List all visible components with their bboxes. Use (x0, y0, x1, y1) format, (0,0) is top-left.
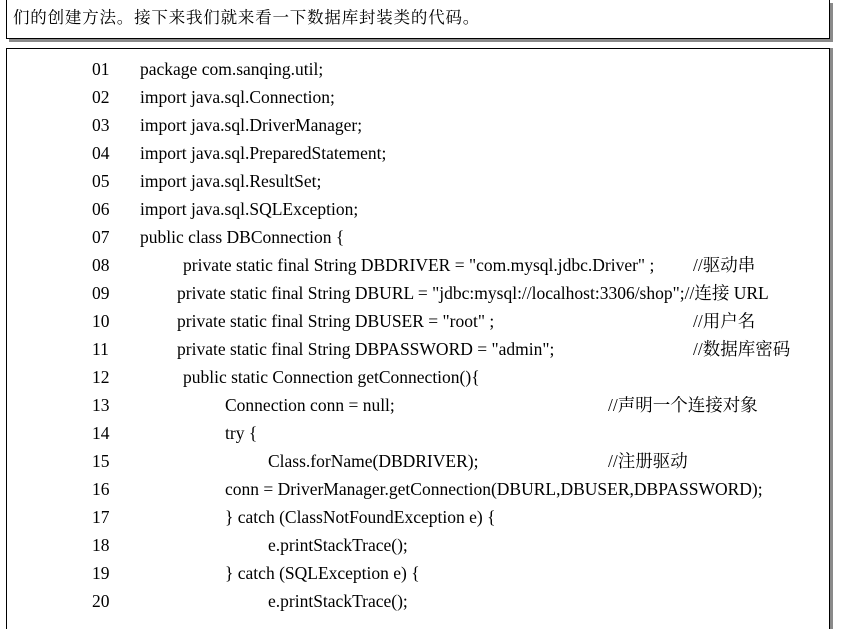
code-line (7, 391, 829, 419)
code-line (7, 307, 829, 335)
code-line (7, 195, 829, 223)
line-code: public static Connection getConnection(){ (183, 367, 480, 387)
line-code: e.printStackTrace(); (268, 535, 408, 555)
line-comment: //数据库密码 (693, 339, 791, 359)
line-number: 15 (92, 451, 110, 471)
code-line (7, 167, 829, 195)
line-code: import java.sql.Connection; (140, 87, 335, 107)
line-code: public class DBConnection { (140, 227, 345, 247)
line-comment: //注册驱动 (608, 451, 688, 471)
line-code: conn = DriverManager.getConnection(DBURL,DBUSER,DBPASSWORD); (225, 479, 763, 499)
line-number: 05 (92, 171, 110, 191)
code-line (7, 587, 829, 615)
line-code: try { (225, 423, 258, 443)
line-code: import java.sql.SQLException; (140, 199, 359, 219)
line-code: private static final String DBUSER = "root" ; (177, 311, 495, 331)
line-number: 13 (92, 395, 110, 415)
code-line (7, 111, 829, 139)
line-code: private static final String DBURL = "jdbc:mysql://localhost:3306/shop";//连接 URL (177, 283, 769, 303)
intro-panel (6, 0, 830, 39)
line-number: 06 (92, 199, 110, 219)
line-comment: //用户名 (693, 311, 756, 331)
line-number: 16 (92, 479, 110, 499)
code-line (7, 559, 829, 587)
line-code: e.printStackTrace(); (268, 591, 408, 611)
line-number: 01 (92, 59, 110, 79)
line-number: 08 (92, 255, 110, 275)
line-number: 14 (92, 423, 110, 443)
line-comment: //声明一个连接对象 (608, 395, 758, 415)
line-code: package com.sanqing.util; (140, 59, 324, 79)
code-line (7, 335, 829, 363)
line-code: private static final String DBPASSWORD = "admin"; (177, 339, 555, 359)
line-code: } catch (ClassNotFoundException e) { (225, 507, 496, 527)
line-number: 20 (92, 591, 110, 611)
code-line (7, 475, 829, 503)
line-code: Connection conn = null; (225, 395, 395, 415)
line-number: 12 (92, 367, 110, 387)
line-code: import java.sql.ResultSet; (140, 171, 322, 191)
line-code: Class.forName(DBDRIVER); (268, 451, 479, 471)
line-number: 10 (92, 311, 110, 331)
line-number: 03 (92, 115, 110, 135)
code-line (7, 531, 829, 559)
code-line (7, 279, 829, 307)
line-number: 17 (92, 507, 110, 527)
code-line (7, 251, 829, 279)
line-number: 19 (92, 563, 110, 583)
code-line (7, 139, 829, 167)
code-line (7, 83, 829, 111)
line-number: 02 (92, 87, 110, 107)
line-code: } catch (SQLException e) { (225, 563, 420, 583)
line-code: import java.sql.PreparedStatement; (140, 143, 387, 163)
code-line (7, 55, 829, 83)
code-listing (6, 48, 830, 629)
line-number: 07 (92, 227, 110, 247)
code-line (7, 223, 829, 251)
line-code: import java.sql.DriverManager; (140, 115, 363, 135)
code-line (7, 363, 829, 391)
line-comment: //驱动串 (693, 255, 756, 275)
line-number: 04 (92, 143, 110, 163)
code-line (7, 447, 829, 475)
line-number: 11 (92, 339, 109, 359)
line-number: 18 (92, 535, 110, 555)
line-number: 09 (92, 283, 110, 303)
line-code: private static final String DBDRIVER = "com.mysql.jdbc.Driver" ; (183, 255, 655, 275)
code-line (7, 503, 829, 531)
intro-text: 们的创建方法。接下来我们就来看一下数据库封装类的代码。 (13, 8, 481, 27)
code-line (7, 419, 829, 447)
